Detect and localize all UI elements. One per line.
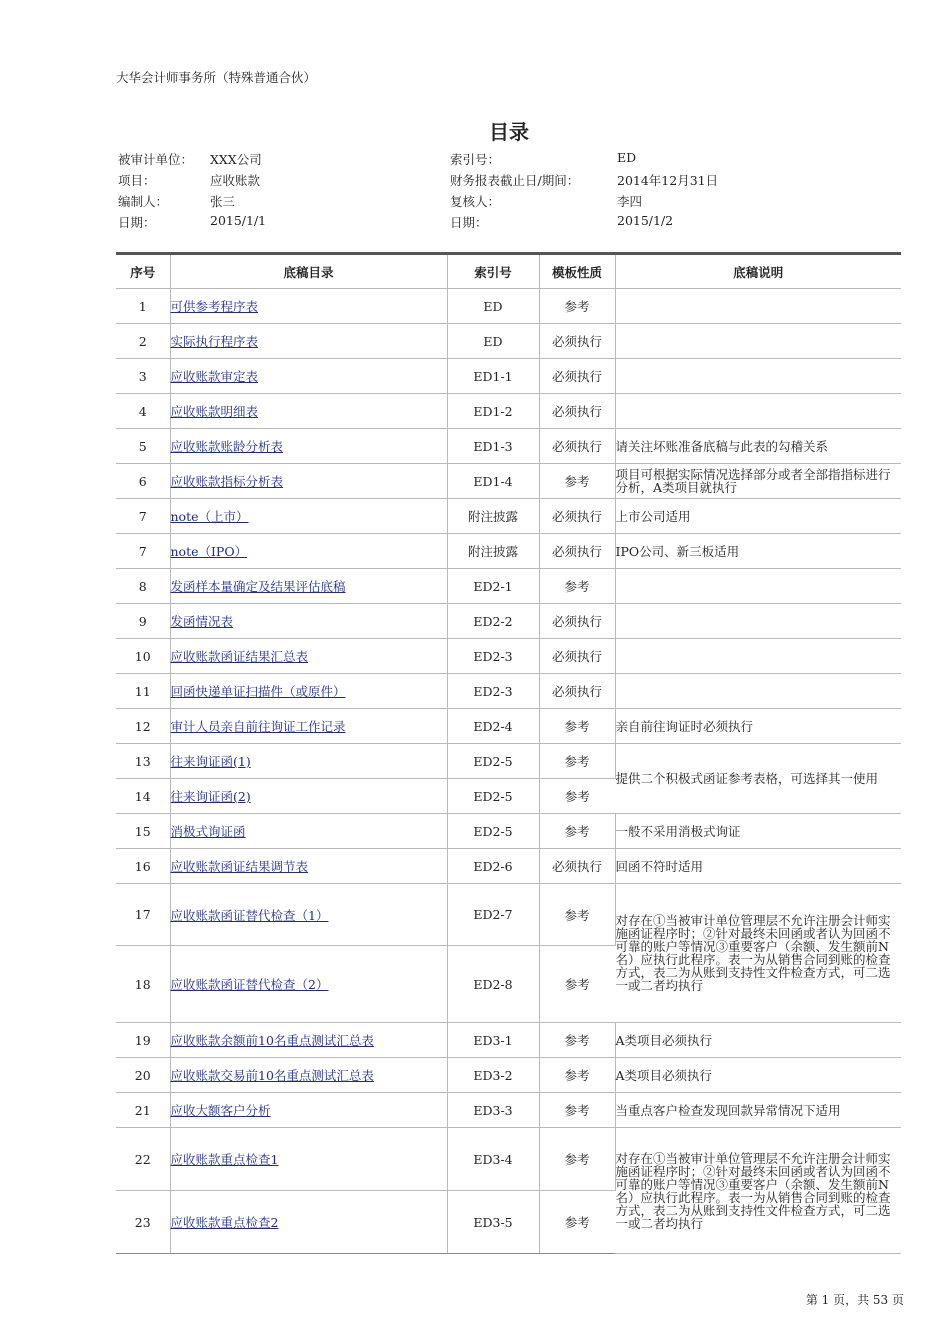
row-type: 必须执行 [539, 849, 615, 884]
row-type: 必须执行 [539, 359, 615, 394]
table-row [116, 884, 901, 946]
row-seq: 10 [116, 639, 170, 674]
row-link-cell[interactable] [170, 709, 447, 744]
row-note: A类项目必须执行 [615, 1058, 901, 1093]
row-type: 必须执行 [539, 429, 615, 464]
row-note: 当重点客户检查发现回款异常情况下适用 [615, 1093, 901, 1128]
workpaper-link[interactable]: 发函样本量确定及结果评估底稿 [170, 579, 346, 594]
table-row [116, 1093, 901, 1128]
row-index: ED2-5 [447, 779, 539, 814]
row-link-cell[interactable] [170, 569, 447, 604]
row-index: ED2-1 [447, 569, 539, 604]
workpaper-link[interactable]: 应收账款函证替代检查（1） [170, 907, 329, 923]
table-row [116, 429, 901, 464]
row-note: IPO公司、新三板适用 [615, 534, 901, 569]
row-note: 回函不符时适用 [615, 849, 901, 884]
row-index: ED2-3 [447, 674, 539, 709]
item-label: 项目： [118, 173, 156, 188]
row-link-cell[interactable] [170, 1191, 447, 1254]
col-header-name: 底稿目录 [170, 255, 447, 289]
row-seq: 8 [116, 569, 170, 604]
row-seq: 1 [116, 289, 170, 324]
row-note: A类项目必须执行 [615, 1023, 901, 1058]
row-seq: 9 [116, 604, 170, 639]
row-index: ED2-6 [447, 849, 539, 884]
row-index: ED2-4 [447, 709, 539, 744]
row-seq: 5 [116, 429, 170, 464]
row-type: 参考 [539, 709, 615, 744]
col-header-seq: 序号 [116, 255, 170, 289]
contents-table [116, 255, 901, 1254]
row-seq: 22 [116, 1128, 170, 1191]
row-index: ED3-3 [447, 1093, 539, 1128]
table-row [116, 674, 901, 709]
row-seq: 3 [116, 359, 170, 394]
table-row [116, 1023, 901, 1058]
row-type: 必须执行 [539, 534, 615, 569]
workpaper-link[interactable]: 往来询证函(1) [170, 754, 251, 769]
table-row [116, 814, 901, 849]
row-seq: 19 [116, 1023, 170, 1058]
row-seq: 21 [116, 1093, 170, 1128]
row-link-cell[interactable] [170, 1023, 447, 1058]
row-seq: 23 [116, 1191, 170, 1254]
row-index: ED1-4 [447, 464, 539, 499]
row-seq: 6 [116, 464, 170, 499]
period-label: 财务报表截止日/期间： [450, 173, 580, 188]
table-row [116, 639, 901, 674]
firm-name: 大华会计师事务所（特殊普通合伙） [116, 70, 317, 85]
table-row [116, 534, 901, 569]
row-seq: 2 [116, 324, 170, 359]
row-index: ED [447, 324, 539, 359]
row-link-cell[interactable] [170, 534, 447, 569]
row-note [615, 604, 901, 639]
row-type: 参考 [539, 1128, 615, 1191]
table-row [116, 1128, 901, 1191]
workpaper-link[interactable]: 实际执行程序表 [170, 334, 259, 349]
row-link-cell[interactable] [170, 744, 447, 779]
reviewer-value: 李四 [617, 194, 643, 209]
row-seq: 7 [116, 499, 170, 534]
row-type: 参考 [539, 1023, 615, 1058]
row-link-cell[interactable] [170, 499, 447, 534]
row-index: ED3-4 [447, 1128, 539, 1191]
row-seq: 12 [116, 709, 170, 744]
row-note [615, 394, 901, 429]
row-link-cell[interactable] [170, 674, 447, 709]
row-note: 提供二个积极式函证参考表格，可选择其一使用 [615, 744, 901, 814]
date1-value: 2015/1/1 [210, 213, 267, 228]
col-header-note: 底稿说明 [615, 255, 901, 289]
workpaper-link[interactable]: 应收账款函证结果调节表 [170, 859, 309, 874]
row-note: 一般不采用消极式询证 [615, 814, 901, 849]
row-type: 参考 [539, 1093, 615, 1128]
item-value: 应收账款 [210, 173, 261, 188]
row-link-cell[interactable] [170, 884, 447, 946]
row-seq: 13 [116, 744, 170, 779]
row-type: 必须执行 [539, 394, 615, 429]
table-row [116, 569, 901, 604]
row-link-cell[interactable] [170, 429, 447, 464]
table-row [116, 464, 901, 499]
workpaper-link[interactable]: 可供参考程序表 [170, 299, 259, 314]
row-type: 必须执行 [539, 639, 615, 674]
index-label: 索引号： [450, 152, 501, 167]
preparer-label: 编制人： [118, 194, 169, 209]
page-number: 第 1 页，共 53 页 [805, 1293, 904, 1307]
workpaper-link[interactable]: 往来询证函(2) [170, 789, 251, 804]
table-row [116, 1058, 901, 1093]
period-value: 2014年12月31日 [617, 173, 719, 188]
row-seq: 4 [116, 394, 170, 429]
index-value: ED [617, 150, 637, 165]
row-type: 参考 [539, 814, 615, 849]
workpaper-link[interactable]: note（上市） [170, 509, 249, 524]
row-type: 参考 [539, 569, 615, 604]
row-index: ED2-5 [447, 744, 539, 779]
workpaper-link[interactable]: 回函快递单证扫描件（或原件） [170, 684, 346, 699]
entity-value: XXX公司 [210, 152, 262, 167]
row-index: ED3-1 [447, 1023, 539, 1058]
workpaper-link[interactable]: 应收账款重点检查1 [170, 1152, 279, 1167]
table-row [116, 394, 901, 429]
row-note: 项目可根据实际情况选择部分或者全部指指标进行分析，A类项目就执行 [615, 464, 901, 499]
row-index: 附注披露 [447, 534, 539, 569]
workpaper-link[interactable]: 应收账款函证替代检查（2） [170, 977, 329, 992]
date1-label: 日期： [118, 215, 156, 230]
row-note: 上市公司适用 [615, 499, 901, 534]
preparer-value: 张三 [210, 194, 236, 209]
row-index: ED [447, 289, 539, 324]
table-row [116, 849, 901, 884]
row-seq: 15 [116, 814, 170, 849]
workpaper-link[interactable]: 发函情况表 [170, 614, 234, 629]
workpaper-link[interactable]: 应收账款审定表 [170, 369, 259, 384]
workpaper-link[interactable]: note（IPO） [170, 544, 248, 559]
row-link-cell[interactable] [170, 849, 447, 884]
table-row [116, 709, 901, 744]
row-index: ED2-8 [447, 946, 539, 1023]
workpaper-link[interactable]: 应收账款重点检查2 [170, 1215, 279, 1230]
table-row [116, 359, 901, 394]
row-note [615, 674, 901, 709]
row-note [615, 359, 901, 394]
row-link-cell[interactable] [170, 946, 447, 1023]
row-index: ED2-7 [447, 884, 539, 946]
row-seq: 7 [116, 534, 170, 569]
row-seq: 18 [116, 946, 170, 1023]
row-index: ED1-1 [447, 359, 539, 394]
row-note [615, 639, 901, 674]
row-note: 亲自前往询证时必须执行 [615, 709, 901, 744]
reviewer-label: 复核人： [450, 194, 501, 209]
table-row [116, 744, 901, 779]
row-link-cell[interactable] [170, 1093, 447, 1128]
workpaper-link[interactable]: 应收账款账龄分析表 [170, 439, 284, 454]
row-type: 参考 [539, 884, 615, 946]
row-type: 参考 [539, 1058, 615, 1093]
workpaper-link[interactable]: 应收账款明细表 [170, 404, 259, 419]
row-type: 必须执行 [539, 499, 615, 534]
row-index: ED1-2 [447, 394, 539, 429]
row-note: 对存在①当被审计单位管理层不允许注册会计师实施函证程序时；②针对最终未回函或者认为回函不可靠的账户等情况③重要客户（余额、发生额前N名）应执行此程序。表一为从销售合同到账的检查方式，表二为从账到支持性文件检查方式，可二选一或二者均执行 [615, 1128, 901, 1254]
row-link-cell[interactable] [170, 779, 447, 814]
row-link-cell[interactable] [170, 464, 447, 499]
row-link-cell[interactable] [170, 359, 447, 394]
row-index: ED3-2 [447, 1058, 539, 1093]
row-note: 对存在①当被审计单位管理层不允许注册会计师实施函证程序时；②针对最终未回函或者认为回函不可靠的账户等情况③重要客户（余额、发生额前N名）应执行此程序。表一为从销售合同到账的检查方式，表二为从账到支持性文件检查方式，可二选一或二者均执行 [615, 884, 901, 1023]
row-type: 必须执行 [539, 324, 615, 359]
row-seq: 11 [116, 674, 170, 709]
workpaper-link[interactable]: 应收账款余额前10名重点测试汇总表 [170, 1033, 374, 1048]
table-row [116, 604, 901, 639]
row-seq: 17 [116, 884, 170, 946]
row-link-cell[interactable] [170, 604, 447, 639]
row-seq: 20 [116, 1058, 170, 1093]
row-type: 参考 [539, 289, 615, 324]
table-row [116, 499, 901, 534]
row-type: 参考 [539, 946, 615, 1023]
row-type: 参考 [539, 779, 615, 814]
row-link-cell[interactable] [170, 1128, 447, 1191]
workpaper-link[interactable]: 审计人员亲自前往询证工作记录 [170, 719, 346, 734]
row-seq: 16 [116, 849, 170, 884]
table-row [116, 324, 901, 359]
col-header-index: 索引号 [447, 255, 539, 289]
row-type: 参考 [539, 464, 615, 499]
row-link-cell[interactable] [170, 289, 447, 324]
table-row [116, 289, 901, 324]
page-title: 目录 [489, 120, 529, 144]
date2-value: 2015/1/2 [617, 213, 674, 228]
row-type: 必须执行 [539, 604, 615, 639]
row-link-cell[interactable] [170, 639, 447, 674]
row-link-cell[interactable] [170, 1058, 447, 1093]
row-index: ED2-2 [447, 604, 539, 639]
row-type: 参考 [539, 744, 615, 779]
entity-label: 被审计单位： [118, 152, 194, 167]
row-index: ED3-5 [447, 1191, 539, 1254]
workpaper-link[interactable]: 应收大额客户分析 [170, 1103, 271, 1118]
row-index: ED2-3 [447, 639, 539, 674]
row-index: ED2-5 [447, 814, 539, 849]
row-link-cell[interactable] [170, 324, 447, 359]
row-link-cell[interactable] [170, 814, 447, 849]
row-type: 必须执行 [539, 674, 615, 709]
row-note [615, 324, 901, 359]
table-header-row [116, 255, 901, 289]
workpaper-link[interactable]: 应收账款函证结果汇总表 [170, 649, 309, 664]
date2-label: 日期： [450, 215, 488, 230]
row-index: 附注披露 [447, 499, 539, 534]
row-type: 参考 [539, 1191, 615, 1254]
row-note [615, 289, 901, 324]
row-note [615, 569, 901, 604]
workpaper-link[interactable]: 消极式询证函 [170, 824, 246, 839]
workpaper-link[interactable]: 应收账款交易前10名重点测试汇总表 [170, 1068, 374, 1083]
col-header-type: 模板性质 [539, 255, 615, 289]
row-index: ED1-3 [447, 429, 539, 464]
row-seq: 14 [116, 779, 170, 814]
row-note: 请关注坏账准备底稿与此表的勾稽关系 [615, 429, 901, 464]
row-link-cell[interactable] [170, 394, 447, 429]
workpaper-link[interactable]: 应收账款指标分析表 [170, 474, 284, 489]
